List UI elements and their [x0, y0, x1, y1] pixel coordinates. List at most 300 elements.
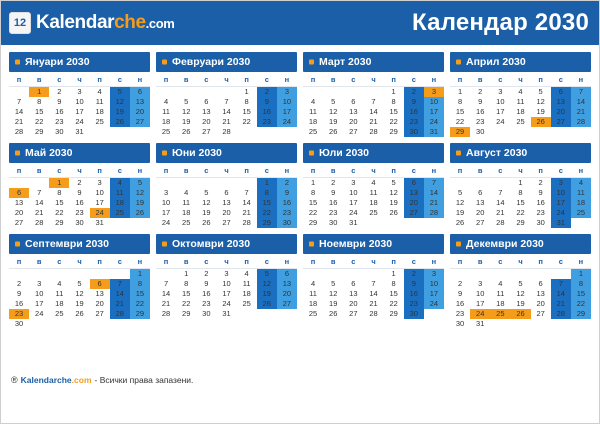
day-cell[interactable]: 6 — [224, 188, 229, 197]
day-cell[interactable]: 2 — [404, 87, 424, 98]
day-cell[interactable]: 1 — [457, 87, 463, 96]
day-cell[interactable]: 3 — [77, 87, 82, 96]
day-cell[interactable]: 20 — [202, 117, 211, 126]
day-cell[interactable]: 7 — [371, 97, 376, 106]
day-cell[interactable]: 7 — [163, 279, 169, 288]
day-cell[interactable]: 13 — [202, 107, 211, 116]
day-cell[interactable]: 18 — [308, 117, 318, 126]
day-cell[interactable]: 1 — [310, 178, 316, 187]
day-cell[interactable]: 31 — [95, 218, 104, 227]
day-cell[interactable]: 12 — [455, 198, 465, 207]
day-cell[interactable]: 4 — [498, 279, 503, 288]
day-cell[interactable]: 16 — [404, 289, 424, 299]
day-cell[interactable]: 19 — [130, 198, 150, 208]
day-cell[interactable]: 8 — [184, 279, 189, 288]
day-cell[interactable]: 29 — [182, 309, 191, 318]
day-cell[interactable]: 21 — [222, 117, 231, 126]
day-cell[interactable]: 4 — [110, 178, 130, 189]
day-cell[interactable]: 20 — [95, 299, 104, 308]
day-cell[interactable]: 12 — [257, 279, 277, 289]
day-cell[interactable]: 16 — [536, 198, 545, 207]
day-cell[interactable]: 8 — [244, 97, 249, 106]
day-cell[interactable]: 7 — [498, 188, 503, 197]
day-cell[interactable]: 21 — [35, 208, 44, 217]
day-cell[interactable]: 30 — [202, 309, 211, 318]
day-cell[interactable]: 24 — [277, 117, 297, 127]
day-cell[interactable]: 19 — [110, 107, 130, 117]
day-cell[interactable]: 30 — [55, 127, 64, 136]
day-cell[interactable]: 22 — [55, 208, 64, 217]
day-cell[interactable]: 29 — [55, 218, 64, 227]
day-cell[interactable]: 26 — [329, 309, 338, 318]
day-cell[interactable]: 21 — [424, 198, 444, 208]
day-cell[interactable]: 5 — [110, 87, 130, 98]
day-cell[interactable]: 17 — [424, 107, 444, 117]
day-cell[interactable]: 10 — [222, 279, 231, 288]
day-cell[interactable]: 2 — [331, 178, 336, 187]
day-cell[interactable]: 25 — [55, 309, 64, 318]
day-cell[interactable]: 2 — [404, 269, 424, 280]
day-cell[interactable]: 20 — [14, 208, 24, 217]
day-cell[interactable]: 13 — [349, 289, 358, 298]
day-cell[interactable]: 27 — [130, 117, 150, 127]
day-cell[interactable]: 15 — [55, 198, 64, 207]
day-cell[interactable]: 2 — [57, 87, 62, 96]
day-cell[interactable]: 26 — [202, 218, 211, 227]
day-cell[interactable]: 16 — [14, 299, 24, 308]
day-cell[interactable]: 9 — [478, 97, 483, 106]
day-cell[interactable]: 6 — [538, 279, 543, 288]
day-cell[interactable]: 4 — [571, 178, 591, 189]
day-cell[interactable]: 8 — [457, 97, 463, 106]
day-cell[interactable]: 13 — [349, 107, 358, 116]
day-cell[interactable]: 18 — [496, 299, 505, 308]
day-cell[interactable]: 1 — [29, 87, 49, 98]
day-cell[interactable]: 14 — [424, 188, 444, 198]
day-cell[interactable]: 17 — [476, 299, 485, 308]
day-cell[interactable]: 29 — [257, 218, 277, 228]
day-cell[interactable]: 1 — [391, 87, 396, 96]
day-cell[interactable]: 1 — [244, 87, 249, 96]
day-cell[interactable]: 28 — [14, 127, 24, 136]
day-cell[interactable]: 27 — [222, 218, 231, 227]
day-cell[interactable]: 2 — [277, 178, 297, 189]
day-cell[interactable]: 21 — [369, 117, 378, 126]
day-cell[interactable]: 30 — [75, 218, 84, 227]
day-cell[interactable]: 19 — [455, 208, 465, 217]
day-cell[interactable]: 30 — [536, 218, 545, 227]
day-cell[interactable]: 28 — [242, 218, 251, 227]
day-cell[interactable]: 2 — [204, 269, 209, 278]
day-cell[interactable]: 13 — [222, 198, 231, 207]
day-cell[interactable]: 30 — [455, 319, 465, 328]
day-cell[interactable]: 11 — [182, 198, 191, 207]
day-cell[interactable]: 29 — [35, 127, 44, 136]
day-cell[interactable]: 5 — [257, 269, 277, 280]
day-cell[interactable]: 15 — [389, 107, 398, 116]
day-cell[interactable]: 27 — [202, 127, 211, 136]
day-cell[interactable]: 8 — [257, 188, 277, 198]
day-cell[interactable]: 24 — [496, 117, 505, 126]
day-cell[interactable]: 3 — [498, 87, 503, 96]
day-cell[interactable]: 2 — [257, 87, 277, 98]
day-cell[interactable]: 10 — [161, 198, 171, 207]
day-cell[interactable]: 22 — [35, 117, 44, 126]
day-cell[interactable]: 8 — [310, 188, 316, 197]
day-cell[interactable]: 20 — [222, 208, 231, 217]
day-cell[interactable]: 5 — [331, 279, 336, 288]
day-cell[interactable]: 23 — [476, 117, 485, 126]
day-cell[interactable]: 22 — [242, 117, 251, 126]
day-cell[interactable]: 4 — [57, 279, 62, 288]
day-cell[interactable]: 15 — [308, 198, 318, 207]
day-cell[interactable]: 25 — [516, 117, 525, 126]
day-cell[interactable]: 7 — [371, 279, 376, 288]
day-cell[interactable]: 21 — [110, 299, 130, 309]
day-cell[interactable]: 18 — [571, 198, 591, 208]
day-cell[interactable]: 6 — [277, 269, 297, 280]
day-cell[interactable]: 21 — [571, 107, 591, 117]
day-cell[interactable]: 30 — [476, 127, 485, 136]
day-cell[interactable]: 8 — [130, 279, 150, 289]
day-cell[interactable]: 12 — [110, 97, 130, 107]
day-cell[interactable]: 11 — [55, 289, 64, 298]
day-cell[interactable]: 28 — [424, 208, 444, 218]
day-cell[interactable]: 26 — [130, 208, 150, 218]
day-cell[interactable]: 31 — [222, 309, 231, 318]
day-cell[interactable]: 7 — [37, 188, 42, 197]
day-cell[interactable]: 19 — [75, 299, 84, 308]
day-cell[interactable]: 10 — [496, 97, 505, 106]
day-cell[interactable]: 25 — [182, 218, 191, 227]
day-cell[interactable]: 22 — [257, 208, 277, 218]
day-cell[interactable]: 7 — [571, 87, 591, 98]
day-cell[interactable]: 28 — [369, 309, 378, 318]
day-cell[interactable]: 27 — [95, 309, 104, 318]
day-cell[interactable]: 6 — [351, 279, 356, 288]
day-cell[interactable]: 13 — [536, 289, 545, 298]
day-cell[interactable]: 15 — [571, 289, 591, 299]
day-cell[interactable]: 27 — [349, 309, 358, 318]
day-cell[interactable]: 23 — [202, 299, 211, 308]
day-cell[interactable]: 18 — [95, 107, 104, 116]
day-cell[interactable]: 14 — [571, 97, 591, 107]
day-cell[interactable]: 22 — [389, 299, 398, 308]
day-cell[interactable]: 27 — [277, 299, 297, 309]
day-cell[interactable]: 3 — [97, 178, 102, 187]
day-cell[interactable]: 5 — [130, 178, 150, 189]
day-cell[interactable]: 7 — [16, 97, 22, 106]
day-cell[interactable]: 28 — [369, 127, 378, 136]
day-cell[interactable]: 19 — [536, 107, 545, 116]
day-cell[interactable]: 7 — [110, 279, 130, 289]
day-cell[interactable]: 27 — [536, 309, 545, 318]
day-cell[interactable]: 20 — [404, 198, 424, 208]
day-cell[interactable]: 13 — [277, 279, 297, 289]
day-cell[interactable]: 19 — [516, 299, 525, 308]
day-cell[interactable]: 24 — [90, 208, 110, 218]
day-cell[interactable]: 2 — [478, 87, 483, 96]
day-cell[interactable]: 14 — [110, 289, 130, 299]
day-cell[interactable]: 6 — [9, 188, 29, 198]
day-cell[interactable]: 27 — [14, 218, 24, 227]
day-cell[interactable]: 6 — [478, 188, 483, 197]
day-cell[interactable]: 1 — [257, 178, 277, 189]
day-cell[interactable]: 17 — [75, 107, 84, 116]
day-cell[interactable]: 15 — [455, 107, 465, 116]
day-cell[interactable]: 23 — [404, 299, 424, 309]
day-cell[interactable]: 9 — [16, 289, 22, 298]
day-cell[interactable]: 25 — [161, 127, 171, 136]
day-cell[interactable]: 17 — [222, 289, 231, 298]
day-cell[interactable]: 11 — [110, 188, 130, 198]
day-cell[interactable]: 20 — [551, 107, 571, 117]
day-cell[interactable]: 1 — [130, 269, 150, 280]
day-cell[interactable]: 10 — [277, 97, 297, 107]
day-cell[interactable]: 3 — [551, 178, 571, 189]
day-cell[interactable]: 23 — [257, 117, 277, 127]
day-cell[interactable]: 10 — [35, 289, 44, 298]
day-cell[interactable]: 4 — [371, 178, 376, 187]
day-cell[interactable]: 23 — [536, 208, 545, 217]
day-cell[interactable]: 19 — [389, 198, 398, 207]
day-cell[interactable]: 10 — [551, 188, 571, 198]
day-cell[interactable]: 24 — [424, 299, 444, 309]
day-cell[interactable]: 31 — [349, 218, 358, 227]
day-cell[interactable]: 20 — [476, 208, 485, 217]
day-cell[interactable]: 10 — [424, 279, 444, 289]
day-cell[interactable]: 26 — [455, 218, 465, 227]
day-cell[interactable]: 23 — [9, 309, 29, 319]
day-cell[interactable]: 16 — [404, 107, 424, 117]
day-cell[interactable]: 17 — [349, 198, 358, 207]
day-cell[interactable]: 13 — [404, 188, 424, 198]
day-cell[interactable]: 6 — [204, 97, 209, 106]
day-cell[interactable]: 7 — [244, 188, 249, 197]
day-cell[interactable]: 3 — [37, 279, 42, 288]
day-cell[interactable]: 24 — [161, 218, 171, 227]
day-cell[interactable]: 17 — [551, 198, 571, 208]
day-cell[interactable]: 31 — [424, 127, 444, 137]
day-cell[interactable]: 11 — [516, 97, 525, 106]
day-cell[interactable]: 19 — [182, 117, 191, 126]
day-cell[interactable]: 14 — [369, 289, 378, 298]
day-cell[interactable]: 12 — [329, 107, 338, 116]
day-cell[interactable]: 26 — [531, 117, 551, 127]
day-cell[interactable]: 14 — [369, 107, 378, 116]
day-cell[interactable]: 11 — [369, 188, 378, 197]
day-cell[interactable]: 15 — [389, 289, 398, 298]
day-cell[interactable]: 10 — [349, 188, 358, 197]
day-cell[interactable]: 21 — [14, 117, 24, 126]
day-cell[interactable]: 9 — [538, 188, 543, 197]
day-cell[interactable]: 11 — [95, 97, 104, 106]
day-cell[interactable]: 19 — [257, 289, 277, 299]
day-cell[interactable]: 3 — [163, 188, 169, 197]
day-cell[interactable]: 25 — [369, 208, 378, 217]
day-cell[interactable]: 16 — [202, 289, 211, 298]
day-cell[interactable]: 1 — [49, 178, 69, 189]
day-cell[interactable]: 6 — [90, 279, 110, 289]
day-cell[interactable]: 3 — [224, 269, 229, 278]
day-cell[interactable]: 12 — [202, 198, 211, 207]
day-cell[interactable]: 22 — [571, 299, 591, 309]
day-cell[interactable]: 16 — [55, 107, 64, 116]
day-cell[interactable]: 9 — [257, 97, 277, 107]
day-cell[interactable]: 22 — [130, 299, 150, 309]
day-cell[interactable]: 30 — [404, 309, 424, 319]
day-cell[interactable]: 15 — [130, 289, 150, 299]
day-cell[interactable]: 5 — [77, 279, 82, 288]
day-cell[interactable]: 15 — [35, 107, 44, 116]
day-cell[interactable]: 5 — [391, 178, 396, 187]
day-cell[interactable]: 4 — [184, 188, 189, 197]
day-cell[interactable]: 15 — [257, 198, 277, 208]
day-cell[interactable]: 30 — [329, 218, 338, 227]
day-cell[interactable]: 9 — [404, 97, 424, 107]
day-cell[interactable]: 24 — [551, 208, 571, 218]
day-cell[interactable]: 27 — [404, 208, 424, 218]
day-cell[interactable]: 18 — [182, 208, 191, 217]
day-cell[interactable]: 22 — [455, 117, 465, 126]
day-cell[interactable]: 9 — [331, 188, 336, 197]
day-cell[interactable]: 17 — [424, 289, 444, 299]
day-cell[interactable]: 8 — [391, 97, 396, 106]
day-cell[interactable]: 4 — [310, 97, 316, 106]
day-cell[interactable]: 2 — [77, 178, 82, 187]
day-cell[interactable]: 25 — [95, 117, 104, 126]
day-cell[interactable]: 22 — [182, 299, 191, 308]
day-cell[interactable]: 6 — [404, 178, 424, 189]
day-cell[interactable]: 4 — [97, 87, 102, 96]
day-cell[interactable]: 6 — [351, 97, 356, 106]
day-cell[interactable]: 4 — [310, 279, 316, 288]
day-cell[interactable]: 8 — [57, 188, 62, 197]
day-cell[interactable]: 4 — [518, 87, 523, 96]
day-cell[interactable]: 31 — [476, 319, 485, 328]
day-cell[interactable]: 27 — [349, 127, 358, 136]
day-cell[interactable]: 7 — [551, 279, 571, 289]
day-cell[interactable]: 7 — [424, 178, 444, 189]
day-cell[interactable]: 2 — [457, 279, 463, 288]
day-cell[interactable]: 1 — [571, 269, 591, 280]
day-cell[interactable]: 9 — [457, 289, 463, 298]
day-cell[interactable]: 31 — [551, 218, 571, 228]
day-cell[interactable]: 17 — [95, 198, 104, 207]
day-cell[interactable]: 14 — [161, 289, 171, 298]
footer-brand[interactable] — [21, 375, 92, 385]
day-cell[interactable]: 27 — [476, 218, 485, 227]
day-cell[interactable]: 12 — [130, 188, 150, 198]
day-cell[interactable]: 14 — [551, 289, 571, 299]
day-cell[interactable]: 26 — [257, 299, 277, 309]
day-cell[interactable]: 14 — [222, 107, 231, 116]
day-cell[interactable]: 9 — [204, 279, 209, 288]
brand-logo[interactable] — [9, 12, 174, 34]
day-cell[interactable]: 22 — [308, 208, 318, 217]
day-cell[interactable]: 17 — [161, 208, 171, 217]
day-cell[interactable]: 6 — [130, 87, 150, 98]
day-cell[interactable]: 5 — [538, 87, 543, 96]
day-cell[interactable]: 20 — [277, 289, 297, 299]
day-cell[interactable]: 26 — [110, 117, 130, 127]
day-cell[interactable]: 11 — [242, 279, 251, 288]
day-cell[interactable]: 20 — [536, 299, 545, 308]
day-cell[interactable]: 25 — [571, 208, 591, 218]
day-cell[interactable]: 20 — [349, 299, 358, 308]
day-cell[interactable]: 5 — [204, 188, 209, 197]
day-cell[interactable]: 18 — [161, 117, 171, 126]
day-cell[interactable]: 16 — [476, 107, 485, 116]
day-cell[interactable]: 25 — [110, 208, 130, 218]
day-cell[interactable]: 10 — [476, 289, 485, 298]
day-cell[interactable]: 23 — [404, 117, 424, 127]
day-cell[interactable]: 9 — [77, 188, 82, 197]
day-cell[interactable]: 5 — [457, 188, 463, 197]
day-cell[interactable]: 12 — [75, 289, 84, 298]
day-cell[interactable]: 14 — [242, 198, 251, 207]
day-cell[interactable]: 19 — [329, 117, 338, 126]
day-cell[interactable]: 1 — [184, 269, 189, 278]
day-cell[interactable]: 29 — [308, 218, 318, 227]
day-cell[interactable]: 28 — [161, 309, 171, 318]
day-cell[interactable]: 24 — [424, 117, 444, 127]
day-cell[interactable]: 19 — [202, 208, 211, 217]
day-cell[interactable]: 4 — [244, 269, 249, 278]
day-cell[interactable]: 28 — [571, 117, 591, 127]
day-cell[interactable]: 22 — [516, 208, 525, 217]
day-cell[interactable]: 26 — [389, 208, 398, 217]
day-cell[interactable]: 21 — [161, 299, 171, 308]
day-cell[interactable]: 12 — [329, 289, 338, 298]
day-cell[interactable]: 15 — [242, 107, 251, 116]
day-cell[interactable]: 3 — [424, 269, 444, 280]
day-cell[interactable]: 30 — [404, 127, 424, 137]
day-cell[interactable]: 24 — [222, 299, 231, 308]
day-cell[interactable]: 13 — [476, 198, 485, 207]
day-cell[interactable]: 1 — [391, 269, 396, 278]
day-cell[interactable]: 18 — [369, 198, 378, 207]
day-cell[interactable]: 11 — [571, 188, 591, 198]
day-cell[interactable]: 14 — [14, 107, 24, 116]
day-cell[interactable]: 23 — [329, 208, 338, 217]
day-cell[interactable]: 16 — [257, 107, 277, 117]
day-cell[interactable]: 20 — [349, 117, 358, 126]
day-cell[interactable]: 31 — [75, 127, 84, 136]
day-cell[interactable]: 5 — [331, 97, 336, 106]
day-cell[interactable]: 3 — [478, 279, 483, 288]
day-cell[interactable]: 13 — [130, 97, 150, 107]
day-cell[interactable]: 28 — [551, 309, 571, 319]
day-cell[interactable]: 3 — [351, 178, 356, 187]
day-cell[interactable]: 12 — [389, 188, 398, 197]
day-cell[interactable]: 23 — [455, 309, 465, 318]
day-cell[interactable]: 21 — [496, 208, 505, 217]
day-cell[interactable]: 18 — [242, 289, 251, 298]
day-cell[interactable]: 27 — [551, 117, 571, 127]
day-cell[interactable]: 28 — [222, 127, 231, 136]
day-cell[interactable]: 24 — [75, 117, 84, 126]
day-cell[interactable]: 5 — [184, 97, 189, 106]
day-cell[interactable]: 23 — [277, 208, 297, 218]
day-cell[interactable]: 29 — [389, 309, 398, 318]
day-cell[interactable]: 29 — [450, 127, 470, 137]
day-cell[interactable]: 12 — [536, 97, 545, 106]
day-cell[interactable]: 21 — [551, 299, 571, 309]
day-cell[interactable]: 29 — [389, 127, 398, 136]
day-cell[interactable]: 5 — [518, 279, 523, 288]
day-cell[interactable]: 12 — [182, 107, 191, 116]
